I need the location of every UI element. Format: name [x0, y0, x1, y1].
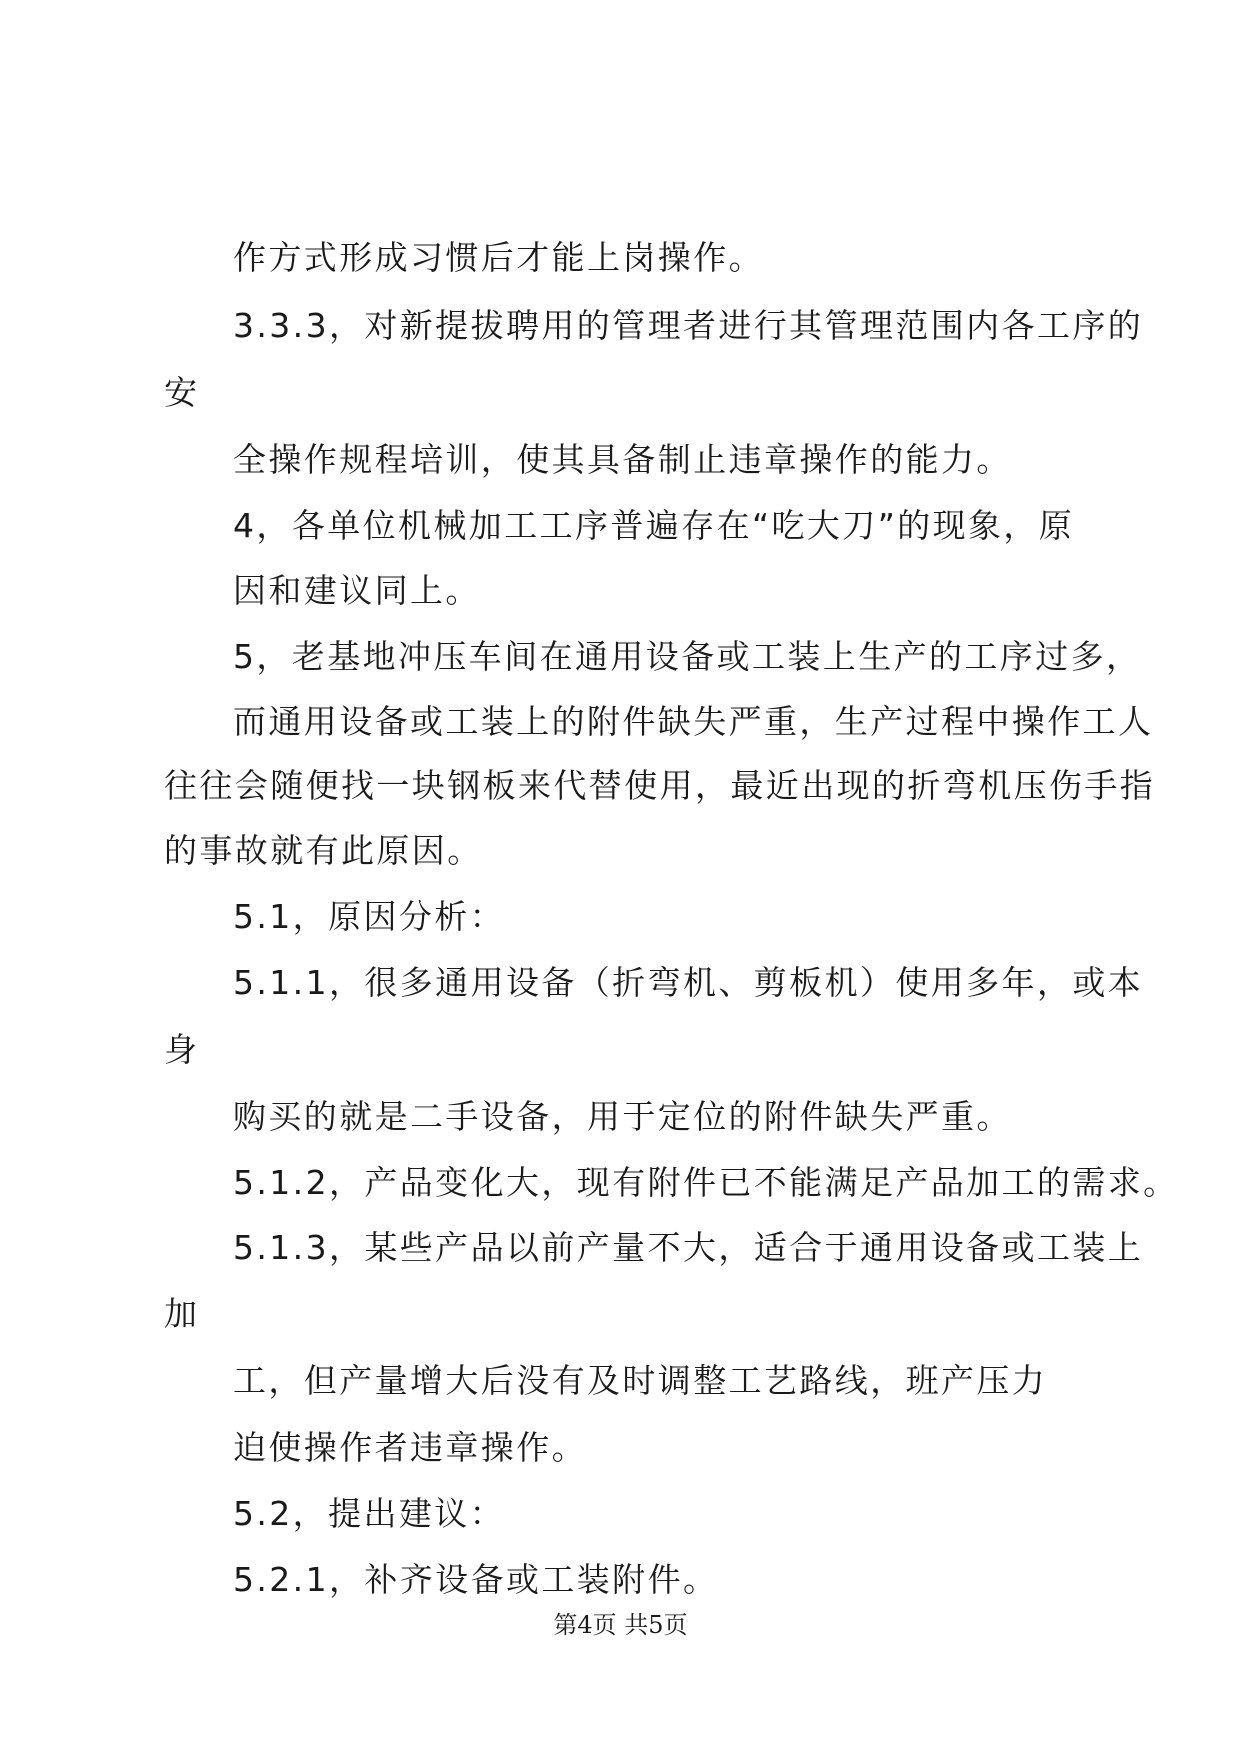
text-line: 安	[164, 373, 200, 412]
text-line: 5，老基地冲压车间在通用设备或工装上生产的工序过多，	[233, 637, 1142, 676]
text-line: 而通用设备或工装上的附件缺失严重，生产过程中操作工人	[233, 702, 1154, 741]
text-line: 5.1.1，很多通用设备（折弯机、剪板机）使用多年，或本	[233, 963, 1144, 1002]
text-line: 的事故就有此原因。	[164, 831, 483, 870]
text-line: 5.2.1，补齐设备或工装附件。	[233, 1560, 719, 1599]
text-line: 5.1，原因分析：	[233, 897, 506, 936]
text-line: 4，各单位机械加工工序普遍存在“吃大刀”的现象，原	[233, 506, 1075, 545]
text-line: 作方式形成习惯后才能上岗操作。	[233, 238, 764, 277]
page-footer: 第4页 共5页	[553, 1611, 688, 1639]
text-line: 迫使操作者违章操作。	[233, 1428, 587, 1467]
text-line: 往往会随便找一块钢板来代替使用，最近出现的折弯机压伤手指	[164, 766, 1156, 805]
text-line: 5.1.2，产品变化大，现有附件已不能满足产品加工的需求。	[233, 1163, 1179, 1202]
text-line: 全操作规程培训，使其具备制止违章操作的能力。	[233, 440, 1012, 479]
text-line: 加	[164, 1294, 200, 1333]
text-line: 因和建议同上。	[233, 571, 481, 610]
text-line: 购买的就是二手设备，用于定位的附件缺失严重。	[233, 1097, 1012, 1136]
text-line: 3.3.3，对新提拔聘用的管理者进行其管理范围内各工序的	[233, 306, 1144, 345]
text-line: 5.2，提出建议：	[233, 1494, 506, 1533]
text-line: 身	[164, 1030, 200, 1069]
text-line: 工，但产量增大后没有及时调整工艺路线，班产压力	[233, 1361, 1048, 1400]
text-line: 5.1.3，某些产品以前产量不大，适合于通用设备或工装上	[233, 1228, 1144, 1267]
